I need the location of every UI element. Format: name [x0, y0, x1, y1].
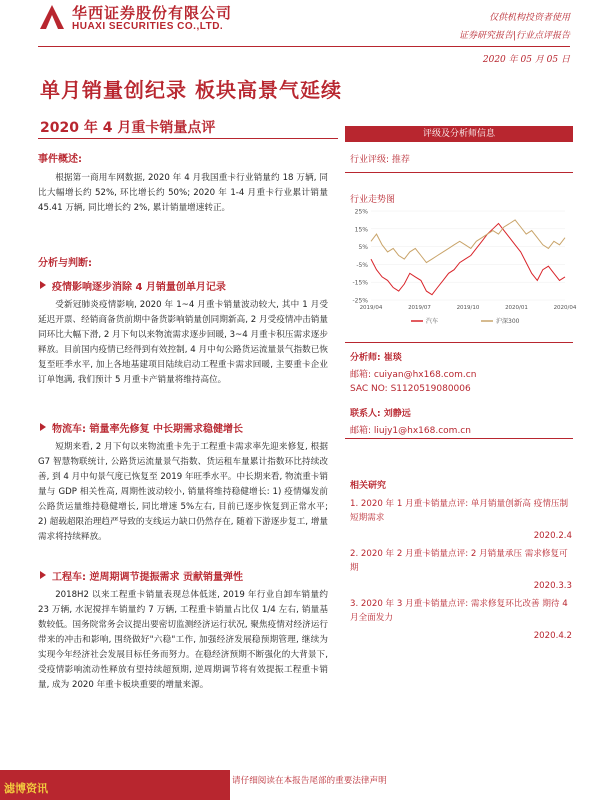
bullet-title-3: 工程车: 逆周期调节提振需求 贡献销量弹性 [38, 568, 328, 583]
x-tick-label: 2020/01 [505, 305, 528, 311]
bullet-section-3 [38, 568, 328, 693]
company-name-en: HUAXI SECURITIES CO.,LTD. [72, 21, 224, 32]
related-title: 3. 2020 年 3 月重卡销量点评: 需求修复环比改善 期待 4 月全面发力 [350, 599, 568, 623]
bullet-section-1 [38, 278, 328, 388]
event-heading: 事件概述: [38, 154, 82, 165]
related-date: 2020.4.2 [533, 631, 572, 641]
chart-divider [345, 342, 573, 343]
footer-brand: 滤博资讯 [4, 782, 48, 795]
industry-rating: 行业评级: 推荐 [350, 155, 410, 165]
contact-block [350, 406, 572, 436]
x-tick-label: 2019/04 [359, 305, 383, 311]
x-tick-label: 2019/07 [408, 305, 431, 311]
report-subtitle: 2020 年 4 月重卡销量点评 [40, 120, 216, 136]
analyst-block [350, 350, 572, 394]
trend-block [350, 192, 572, 205]
bullet-paragraph-2: 短期来看, 2 月下旬以来物流重卡先于工程重卡需求率先迎来修复, 根据 G7 智慧物联统计, 公路货运流量景气指数、货运租车量累计指数环比持续改善, 到 4 月中旬景气度已恢复至 2019 年旺季水平。中长期来看, 物流重卡销量与 GDP 相关性高, 周期性波动较小, 销量将维持稳健增长: 1) 疫情爆发前公路货运量维持稳健增长, 同比增速 5%左右, 目前已逐步恢复到正常水平; 2) 超载超限治理趋严导致的支线运力缺口仍然存在, 随着下游逐步复工, 增量需求将持续释放。 [38, 442, 328, 542]
huaxi-logo-icon [38, 3, 66, 31]
event-section [38, 150, 328, 216]
industry-trend-chart [345, 205, 577, 330]
bullet-section-2 [38, 420, 328, 545]
legal-notice: 请仔细阅读在本报告尾部的重要法律声明 [232, 776, 387, 786]
related-title: 2. 2020 年 2 月重卡销量点评: 2 月销量承压 需求修复可期 [350, 549, 568, 573]
related-date: 2020.2.4 [533, 531, 572, 541]
bullet-title-1: 疫情影响逐步消除 4 月销量创单月记录 [38, 278, 328, 293]
related-item-2[interactable] [350, 547, 572, 591]
bullet-paragraph-1: 受新冠肺炎疫情影响, 2020 年 1~4 月重卡销量波动较大, 其中 1 月受延迟开票、经销商备货前期中备货影响销量创同期新高, 2 月受疫情冲击销量同环比大幅下滑, 2 月下旬以来物流需求逐步回暖, 3~4 月重卡积压需求逐步释放。目前国内疫情已经得到有效控制, 4 月中旬公路货运流量景气指数已恢复至旺季水平, 加上各地基建项目陆续启动工程重卡需求回暖, 主要重卡企业订单饱满, 我们预计 5 月重卡产销量将维持高位。 [38, 300, 328, 385]
related-item-3[interactable] [350, 597, 572, 641]
bullet-title-2: 物流车: 销量率先修复 中长期需求稳健增长 [38, 420, 328, 435]
y-tick-label: -5% [356, 261, 368, 269]
sac-number: SAC NO: S1120519080006 [350, 384, 471, 394]
analysis-heading: 分析与判断: [38, 258, 92, 269]
bullet-paragraph-3: 2018H2 以来工程重卡销量表现总体低迷, 2019 年行业自卸车销量约 23 万辆, 水泥搅拌车销量约 7 万辆, 工程重卡销量占比仅 1/4 左右, 销量基数较低。国务院常务会议提出要密切监测经济运行状况, 聚焦疫情对经济运行带来的冲击和影响, 围绕做好"六稳"工作, 加强经济发展稳预期管理, 继续为实现今年经济社会发展目标任务而努力。在稳经济预期不断强化的大背景下, 受疫情影响流动性释放有望持续超预期, 逆周期调节将有效提振工程重卡销量, 成为 2020 年重卡板块重要的增量来源。 [38, 590, 328, 690]
report-type-tag: 证券研究报告|行业点评报告 [458, 31, 570, 41]
y-tick-label: 25% [354, 208, 368, 216]
header-divider [38, 46, 570, 47]
company-name-cn: 华西证券股份有限公司 [72, 4, 233, 22]
series-line-1 [371, 224, 565, 295]
analyst-email[interactable]: 邮箱: cuiyan@hx168.com.cn [350, 370, 477, 380]
analyst-name: 分析师: 崔琰 [350, 353, 402, 363]
contact-email[interactable]: 邮箱: liujy1@hx168.com.cn [350, 426, 471, 436]
related-title: 1. 2020 年 1 月重卡销量点评: 单月销量创新高 疫情压制短期需求 [350, 499, 569, 523]
rating-divider [345, 172, 573, 173]
y-tick-label: 15% [354, 226, 368, 234]
legend-label: 沪深300 [496, 318, 520, 325]
report-date: 2020 年 05 月 05 日 [482, 55, 570, 65]
related-item-1[interactable] [350, 497, 572, 541]
x-tick-label: 2019/10 [456, 305, 480, 311]
investor-tag: 仅供机构投资者使用 [488, 13, 570, 23]
y-tick-label: -15% [352, 279, 368, 287]
related-heading: 相关研究 [350, 481, 387, 491]
related-research [350, 478, 572, 641]
y-tick-label: -25% [352, 297, 368, 305]
legend-label: 汽车 [426, 318, 439, 325]
related-date: 2020.3.3 [533, 581, 572, 591]
x-tick-label: 2020/04 [553, 305, 577, 311]
contact-divider [345, 438, 573, 439]
analysis-section [38, 254, 328, 269]
rating-block [350, 152, 572, 165]
subtitle-divider [38, 138, 338, 139]
report-header [0, 0, 600, 70]
trend-label: 行业走势图 [350, 195, 396, 205]
y-tick-label: 5% [358, 244, 368, 252]
rating-info-bar: 评级及分析师信息 [345, 126, 573, 142]
contact-name: 联系人: 刘静远 [350, 409, 411, 419]
event-paragraph: 根据第一商用车网数据, 2020 年 4 月我国重卡行业销量约 18 万辆, 同比大幅增长约 52%, 环比增长约 50%; 2020 年 1-4 月重卡行业累计销量 45.41 万辆, 同比增长约 2%, 累计销量增速转正。 [38, 173, 328, 213]
page-title: 单月销量创纪录 板块高景气延续 [40, 78, 342, 102]
series-line-2 [371, 220, 565, 263]
